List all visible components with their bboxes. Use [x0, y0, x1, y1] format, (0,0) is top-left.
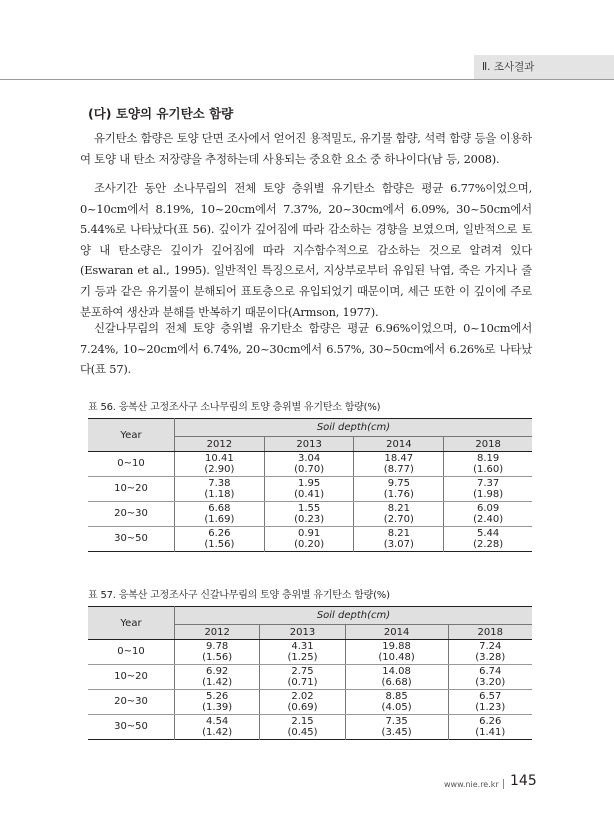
sd-value: (1.69) — [204, 514, 235, 525]
paragraph-3: 신갈나무림의 전체 토양 층위별 유기탄소 함량은 평균 6.96%이었으며, 0~10cm에서 7.24%, 10~20cm에서 6.74%, 20~30cm에서 6.57%, 30~50cm에서 6.26%로 나타났다(표 57). — [80, 321, 532, 377]
footer-url: www.nie.re.kr — [444, 780, 499, 789]
table-cell — [260, 665, 345, 690]
col-header: 2018 — [448, 625, 532, 640]
table-cell — [264, 452, 354, 477]
table-row — [88, 690, 532, 715]
mean-value: 6.26 — [208, 527, 231, 539]
depth-label: 20~30 — [88, 690, 175, 715]
sd-value: (0.41) — [294, 489, 325, 500]
mean-value: 0.91 — [297, 527, 321, 539]
sd-value: (2.28) — [473, 539, 504, 550]
depth-label: 0~10 — [88, 640, 175, 665]
sd-value: (1.25) — [287, 652, 318, 663]
sd-value: (8.77) — [383, 464, 414, 475]
table-cell — [175, 452, 265, 477]
table-cell — [448, 690, 532, 715]
table-row — [88, 527, 532, 552]
sd-value: (2.90) — [204, 464, 235, 475]
paragraph-2: 조사기간 동안 소나무림의 전체 토양 층위별 유기탄소 함량은 평균 6.77%이었으며, 0~10cm에서 8.19%, 10~20cm에서 7.37%, 20~30cm에서 6.09%, 30~50cm에서 5.44%로 나타났다(표 56). 깊이가 깊어짐에 따라 감소하는 경향을 보였으며, 일반적으로 토양 내 탄소량은 깊이가 깊어짐에 따라 지수함수적으로 감소하는 것으로 알려져 있다(Eswaran et al., 1995). 일반적인 특징으로서, 지상부로부터 유입된 낙엽, 죽은 가지나 줄기 등과 같은 유기물이 분해되어 표토층으로 유입되었기 때문이며, 세근 또한 이 깊이에 주로 분포하여 생산과 분해를 반복하기 때문이다(Armson, 1977). — [80, 181, 532, 319]
mean-value: 2.15 — [291, 715, 314, 727]
sd-value: (10.48) — [378, 652, 415, 663]
table-cell — [260, 715, 345, 740]
table-cell — [345, 665, 448, 690]
col-header: 2014 — [354, 437, 444, 452]
table-row — [88, 477, 532, 502]
table-row — [88, 452, 532, 477]
mean-value: 18.47 — [384, 452, 414, 464]
sd-value: (0.71) — [287, 677, 318, 688]
table-row — [88, 502, 532, 527]
mean-value: 9.78 — [206, 640, 229, 652]
sd-value: (0.45) — [287, 727, 318, 738]
sd-value: (1.18) — [204, 489, 235, 500]
depth-label: 30~50 — [88, 715, 175, 740]
mean-value: 7.38 — [208, 477, 231, 489]
sd-value: (1.76) — [383, 489, 414, 500]
mean-value: 5.44 — [476, 527, 500, 539]
table-row — [88, 640, 532, 665]
mean-value: 8.21 — [387, 527, 410, 539]
table-cell — [444, 527, 532, 552]
table-cell — [175, 477, 265, 502]
sd-value: (3.20) — [475, 677, 506, 688]
sd-value: (0.20) — [294, 539, 325, 550]
table-cell — [264, 527, 354, 552]
depth-label: 10~20 — [88, 477, 175, 502]
col-header: 2013 — [264, 437, 354, 452]
table-cell — [444, 477, 532, 502]
soil-depth-header: Soil depth(cm) — [175, 607, 533, 625]
col-header: 2012 — [175, 625, 260, 640]
footer-divider — [503, 779, 504, 789]
sd-value: (1.42) — [202, 677, 233, 688]
table-cell — [354, 527, 444, 552]
table-row — [88, 715, 532, 740]
sd-value: (2.40) — [473, 514, 504, 525]
table-cell — [175, 715, 260, 740]
sd-value: (1.56) — [202, 652, 233, 663]
sd-value: (1.98) — [473, 489, 504, 500]
sd-value: (0.69) — [287, 702, 318, 713]
sd-value: (3.28) — [475, 652, 506, 663]
sd-value: (2.70) — [383, 514, 414, 525]
mean-value: 7.37 — [476, 477, 500, 489]
sd-value: (4.05) — [381, 702, 412, 713]
table-cell — [448, 665, 532, 690]
mean-value: 6.92 — [206, 665, 229, 677]
table-56-caption: 표 56. 응복산 고정조사구 소나무림의 토양 층위별 유기탄소 함량(%) — [88, 402, 381, 413]
section-title: (다) 토양의 유기탄소 함량 — [88, 106, 234, 121]
table-cell — [264, 477, 354, 502]
table-cell — [260, 640, 345, 665]
mean-value: 6.57 — [479, 690, 502, 702]
depth-label: 30~50 — [88, 527, 175, 552]
table-57 — [88, 606, 532, 740]
depth-label: 20~30 — [88, 502, 175, 527]
table-cell — [354, 502, 444, 527]
mean-value: 14.08 — [382, 665, 411, 677]
sd-value: (0.70) — [294, 464, 325, 475]
mean-value: 2.75 — [291, 665, 314, 677]
table-cell — [175, 640, 260, 665]
mean-value: 3.04 — [297, 452, 321, 464]
mean-value: 6.68 — [208, 502, 231, 514]
mean-value: 8.21 — [387, 502, 410, 514]
table-cell — [175, 502, 265, 527]
sd-value: (1.41) — [475, 727, 506, 738]
table-cell — [444, 452, 532, 477]
mean-value: 10.41 — [205, 452, 234, 464]
table-cell — [260, 690, 345, 715]
mean-value: 6.09 — [476, 502, 500, 514]
mean-value: 6.26 — [479, 715, 502, 727]
mean-value: 19.88 — [382, 640, 411, 652]
sd-value: (3.45) — [381, 727, 412, 738]
table-cell — [175, 527, 265, 552]
header-rule — [0, 79, 614, 80]
sd-value: (1.42) — [202, 727, 233, 738]
mean-value: 7.24 — [479, 640, 502, 652]
table-cell — [354, 452, 444, 477]
running-header — [0, 55, 614, 79]
mean-value: 8.85 — [385, 690, 408, 702]
table-cell — [448, 640, 532, 665]
table-cell — [444, 502, 532, 527]
year-header: Year — [88, 607, 175, 640]
col-header: 2014 — [345, 625, 448, 640]
table-56 — [88, 418, 532, 552]
depth-label: 0~10 — [88, 452, 175, 477]
table-cell — [345, 690, 448, 715]
page-number: 145 — [510, 773, 537, 789]
mean-value: 4.54 — [206, 715, 229, 727]
sd-value: (1.56) — [204, 539, 235, 550]
table-cell — [354, 477, 444, 502]
year-header: Year — [88, 419, 175, 452]
table-57-caption: 표 57. 응복산 고정조사구 신갈나무림의 토양 층위별 유기탄소 함량(%) — [88, 590, 390, 601]
mean-value: 6.74 — [479, 665, 502, 677]
table-cell — [175, 665, 260, 690]
sd-value: (6.68) — [381, 677, 412, 688]
table-cell — [345, 640, 448, 665]
mean-value: 7.35 — [385, 715, 408, 727]
soil-depth-header: Soil depth(cm) — [175, 419, 533, 437]
mean-value: 5.26 — [206, 690, 229, 702]
table-cell — [345, 715, 448, 740]
chapter-tab: Ⅱ. 조사결과 — [474, 55, 614, 79]
paragraph-1: 유기탄소 함량은 토양 단면 조사에서 얻어진 용적밀도, 유기물 함량, 석력 함량 등을 이용하여 토양 내 탄소 저장량을 추정하는데 사용되는 중요한 요소 중 하나이다(남 등, 2008). — [80, 131, 532, 166]
table-cell — [448, 715, 532, 740]
table-row — [88, 665, 532, 690]
col-header: 2012 — [175, 437, 265, 452]
table-cell — [175, 690, 260, 715]
col-header: 2018 — [444, 437, 532, 452]
sd-value: (1.39) — [202, 702, 233, 713]
mean-value: 4.31 — [291, 640, 314, 652]
mean-value: 1.95 — [297, 477, 321, 489]
mean-value: 2.02 — [291, 690, 314, 702]
mean-value: 1.55 — [297, 502, 321, 514]
mean-value: 9.75 — [387, 477, 410, 489]
depth-label: 10~20 — [88, 665, 175, 690]
col-header: 2013 — [260, 625, 345, 640]
mean-value: 8.19 — [476, 452, 500, 464]
sd-value: (0.23) — [294, 514, 325, 525]
sd-value: (1.60) — [473, 464, 504, 475]
sd-value: (1.23) — [475, 702, 506, 713]
table-cell — [264, 502, 354, 527]
sd-value: (3.07) — [383, 539, 414, 550]
